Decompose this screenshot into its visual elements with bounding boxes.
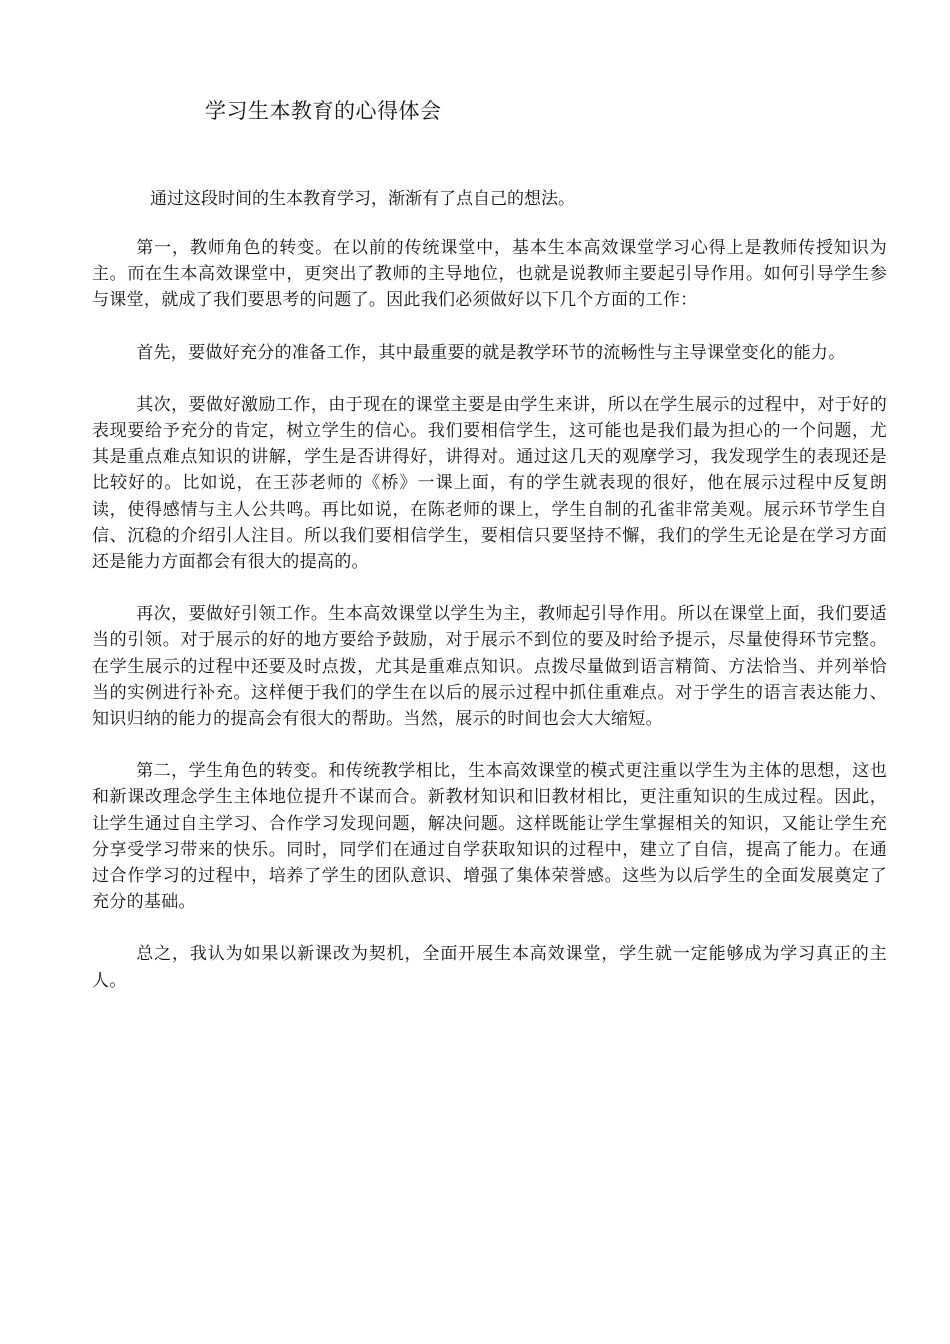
intro-paragraph: 通过这段时间的生本教育学习，渐渐有了点自己的想法。: [150, 189, 575, 209]
document-title: 学习生本教育的心得体会: [205, 99, 442, 123]
paragraph-first-preparation: 首先，要做好充分的准备工作，其中最重要的就是教学环节的流畅性与主导课堂变化的能力。: [136, 342, 846, 363]
paragraph-teacher-role: 第一，教师角色的转变。在以前的传统课堂中，基本生本高效课堂学习心得上是教师传授知识为主。而在生本高效课堂中，更突出了教师的主导地位，也就是说教师主要起引导作用。如何引导学生参与课堂，就成了我们要思考的问题了。因此我们必须做好以下几个方面的工作：: [92, 238, 887, 311]
paragraph-second-encouragement: 其次，要做好激励工作，由于现在的课堂主要是由学生来讲，所以在学生展示的过程中，对于好的表现要给予充分的肯定，树立学生的信心。我们要相信学生，这可能也是我们最为担心的一个问题，尤其是重点难点知识的讲解，学生是否讲得好，讲得对。通过这几天的观摩学习，我发现学生的表现还是比较好的。比如说，在王莎老师的《桥》一课上面，有的学生就表现的很好，他在展示过程中反复朗读，使得感情与主人公共鸣。再比如说，在陈老师的课上，学生自制的孔雀非常美观。展示环节学生自信、沉稳的介绍引人注目。所以我们要相信学生，要相信只要坚持不懈，我们的学生无论是在学习方面还是能力方面都会有很大的提高的。: [92, 394, 887, 573]
paragraph-conclusion: 总之，我认为如果以新课改为契机，全面开展生本高效课堂，学生就一定能够成为学习真正的主人。: [92, 944, 887, 991]
paragraph-third-guidance: 再次，要做好引领工作。生本高效课堂以学生为主，教师起引导作用。所以在课堂上面，我们要适当的引领。对于展示的好的地方要给予鼓励，对于展示不到位的要及时给予提示，尽量使得环节完整。在学生展示的过程中还要及时点拨，尤其是重难点知识。点拨尽量做到语言精简、方法恰当、并列举恰当的实例进行补充。这样便于我们的学生在以后的展示过程中抓住重难点。对于学生的语言表达能力、知识归纳的能力的提高会有很大的帮助。当然，展示的时间也会大大缩短。: [92, 604, 887, 730]
paragraph-student-role: 第二，学生角色的转变。和传统教学相比，生本高效课堂的模式更注重以学生为主体的思想，这也和新课改理念学生主体地位提升不谋而合。新教材知识和旧教材相比，更注重知识的生成过程。因此，让学生通过自主学习、合作学习发现问题，解决问题。这样既能让学生掌握相关的知识，又能让学生充分享受学习带来的快乐。同时，同学们在通过自学获取知识的过程中，建立了自信，提高了能力。在通过合作学习的过程中，培养了学生的团队意识、增强了集体荣誉感。这些为以后学生的全面发展奠定了充分的基础。: [92, 761, 887, 913]
document-body: [92, 235, 887, 1020]
